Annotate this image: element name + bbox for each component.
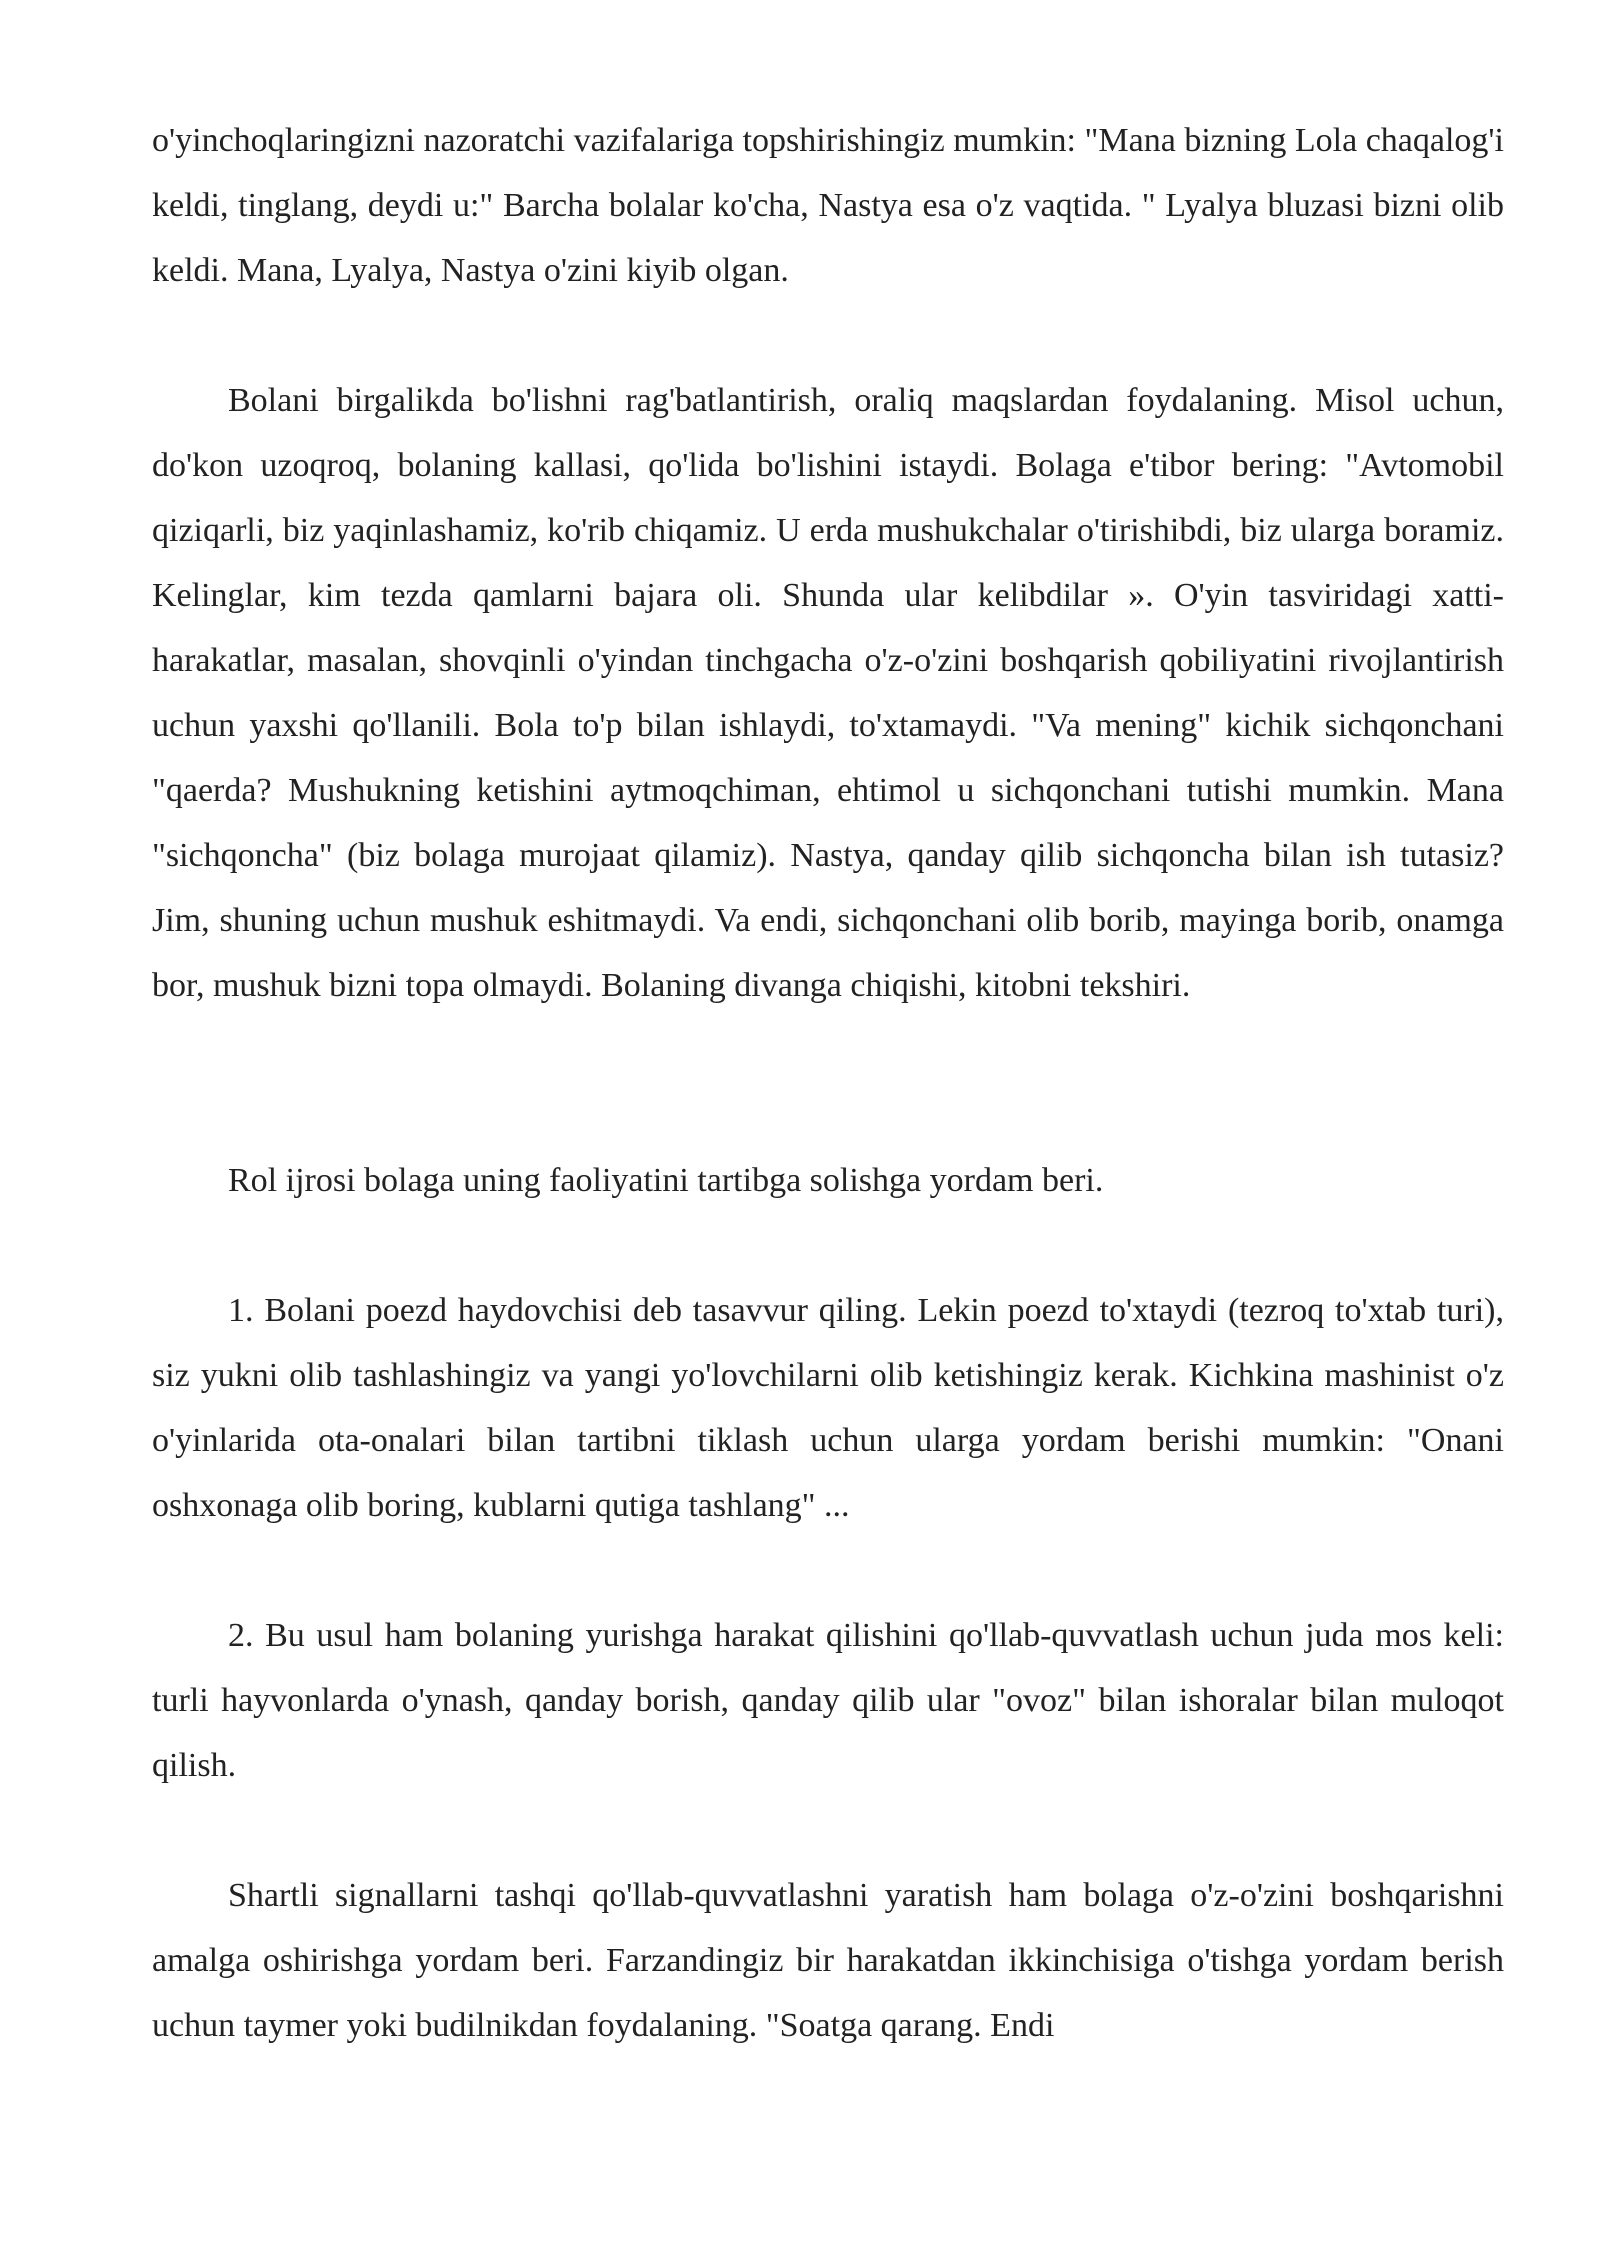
paragraph-spacer [152,1213,1504,1278]
document-page [152,108,1504,2058]
paragraph-spacer [152,303,1504,368]
paragraph-spacer [152,1798,1504,1863]
paragraph-spacer [152,1538,1504,1603]
paragraph-3: Rol ijrosi bolaga uning faoliyatini tartibga solishga yordam beri. [228,1162,1104,1199]
paragraph-spacer [152,1018,1504,1148]
paragraph-1: o'yinchoqlaringizni nazoratchi vazifalariga topshirishingiz mumkin: "Mana bizning Lola chaqalog'i keldi, tinglang, deydi u:" Barcha bolalar ko'cha, Nastya esa o'z vaqtida. " Lyalya bluzasi bizni olib keldi. Mana, Lyalya, Nastya o'zini kiyib olgan. [152,122,1504,289]
paragraph-5: 2. Bu usul ham bolaning yurishga harakat qilishini qo'llab-quvvatlash uchun juda mos keli: turli hayvonlarda o'ynash, qanday borish, qanday qilib ular "ovoz" bilan ishoralar bilan muloqot qilish. [152,1617,1504,1784]
paragraph-6: Shartli signallarni tashqi qo'llab-quvvatlashni yaratish ham bolaga o'z-o'zini boshqarishni amalga oshirishga yordam beri. Farzandingiz bir harakatdan ikkinchisiga o'tishga yordam berish uchun taymer yoki budilnikdan foydalaning. "Soatga qarang. Endi [152,1877,1504,2044]
paragraph-2: Bolani birgalikda bo'lishni rag'batlantirish, oraliq maqslardan foydalaning. Misol uchun, do'kon uzoqroq, bolaning kallasi, qo'lida bo'lishini istaydi. Bolaga e'tibor bering: "Avtomobil qiziqarli, biz yaqinlashamiz, ko'rib chiqamiz. U erda mushukchalar o'tirishibdi, biz ularga boramiz. Kelinglar, kim tezda qamlarni bajara oli. Shunda ular kelibdilar ». O'yin tasviridagi xatti-harakatlar, masalan, shovqinli o'yindan tinchgacha o'z-o'zini boshqarish qobiliyatini rivojlantirish uchun yaxshi qo'llanili. Bola to'p bilan ishlaydi, to'xtamaydi. "Va mening" kichik sichqonchani "qaerda? Mushukning ketishini aytmoqchiman, ehtimol u sichqonchani tutishi mumkin. Mana "sichqoncha" (biz bolaga murojaat qilamiz). Nastya, qanday qilib sichqoncha bilan ish tutasiz? Jim, shuning uchun mushuk eshitmaydi. Va endi, sichqonchani olib borib, mayinga borib, onamga bor, mushuk bizni topa olmaydi. Bolaning divanga chiqishi, kitobni tekshiri. [152,382,1504,1004]
paragraph-4: 1. Bolani poezd haydovchisi deb tasavvur qiling. Lekin poezd to'xtaydi (tezroq to'xtab turi), siz yukni olib tashlashingiz va yangi yo'lovchilarni olib ketishingiz kerak. Kichkina mashinist o'z o'yinlarida ota-onalari bilan tartibni tiklash uchun ularga yordam berishi mumkin: "Onani oshxonaga olib boring, kublarni qutiga tashlang" ... [152,1292,1504,1524]
